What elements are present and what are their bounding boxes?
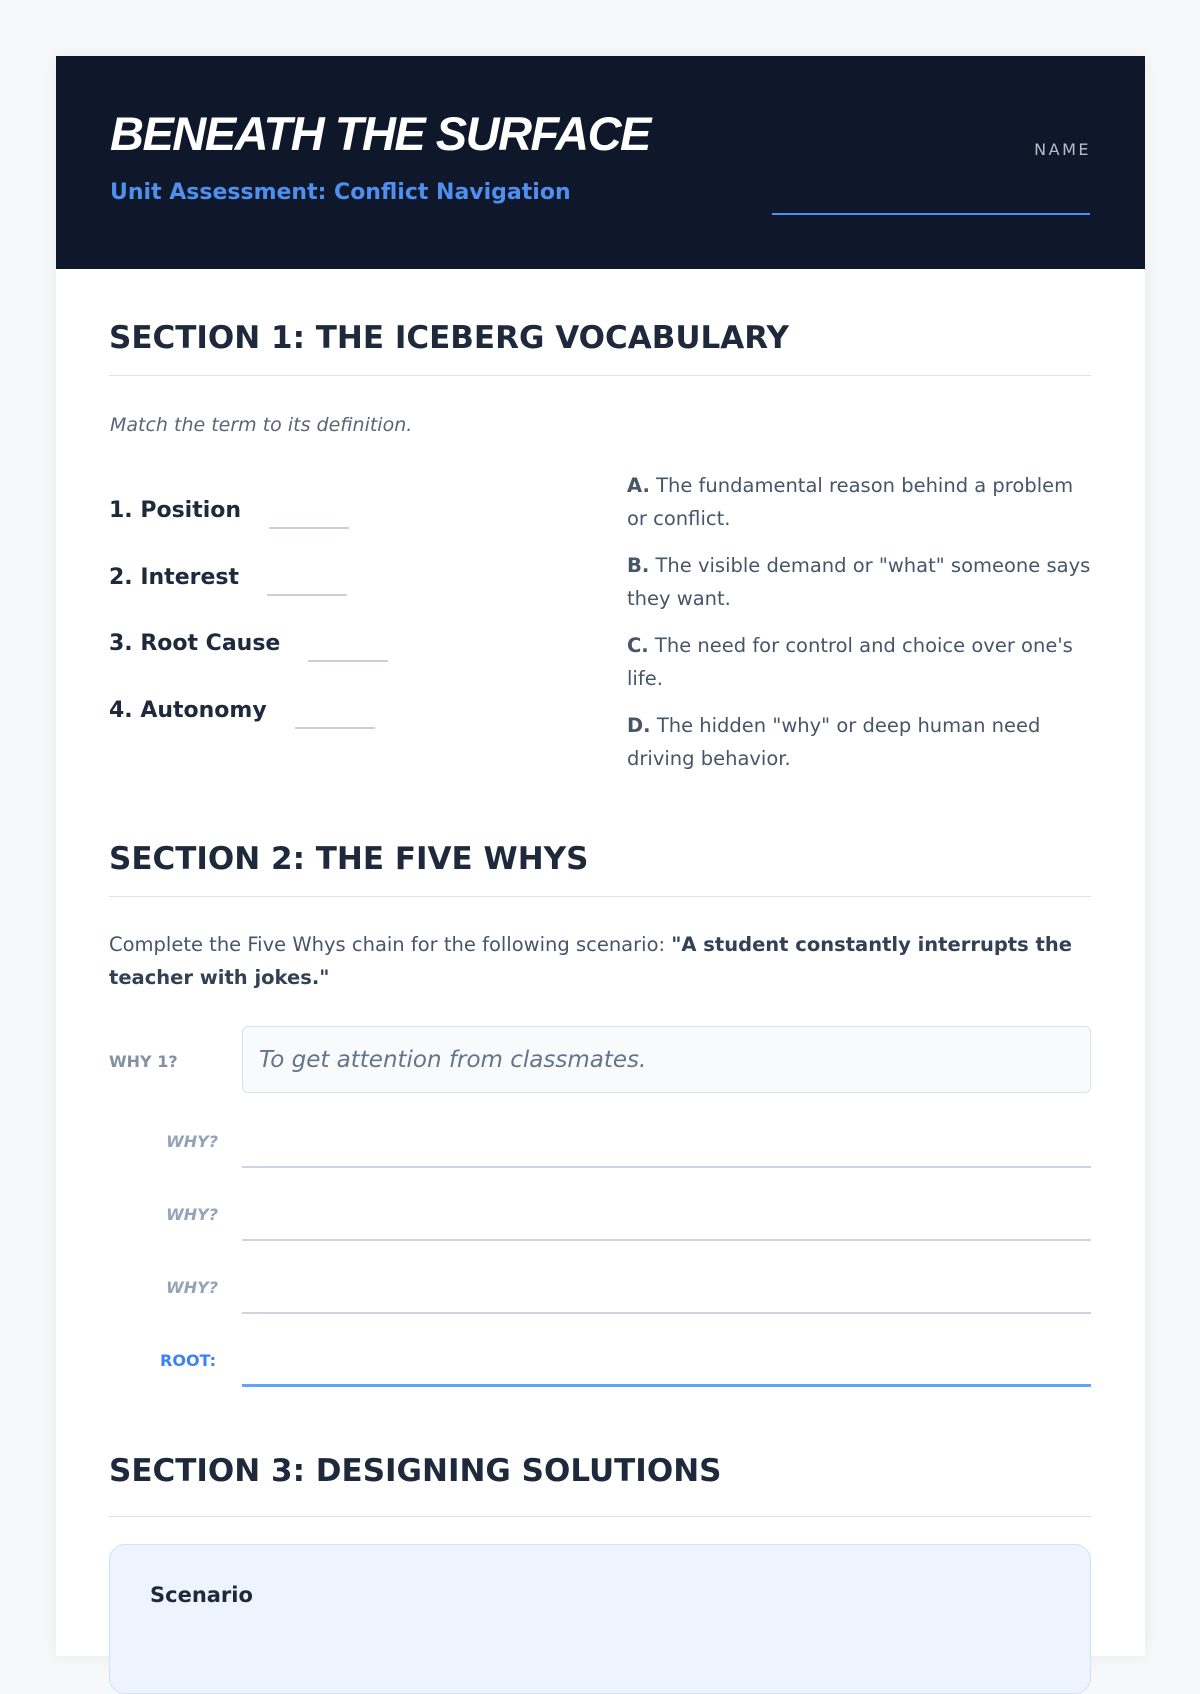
definition-text: The visible demand or "what" someone says they want. [627, 554, 1091, 610]
section-3-title: SECTION 3: DESIGNING SOLUTIONS [109, 1453, 722, 1489]
worksheet-title: BENEATH THE SURFACE [110, 107, 650, 160]
why-label: WHY? [166, 1205, 218, 1224]
term-item [109, 498, 349, 523]
name-label: NAME [1034, 140, 1091, 159]
section-2-title: SECTION 2: THE FIVE WHYS [109, 841, 589, 877]
why-answer-line[interactable] [242, 1239, 1091, 1241]
section-3-divider [109, 1516, 1091, 1517]
why-answer-line[interactable] [242, 1312, 1091, 1314]
why-1-answer-field[interactable] [242, 1026, 1091, 1093]
why-label: WHY? [166, 1278, 218, 1297]
definition-letter: A. [627, 474, 650, 497]
worksheet [56, 56, 1145, 1656]
scenario-quote: "A student constantly interrupts the teacher with jokes." [109, 933, 1072, 989]
term-label: 4. Autonomy [109, 698, 267, 723]
term-answer-blank[interactable] [267, 594, 347, 596]
section-2-divider [109, 896, 1091, 897]
name-field[interactable] [772, 213, 1090, 215]
definition-letter: D. [627, 714, 651, 737]
definition-letter: B. [627, 554, 650, 577]
worksheet-header [56, 56, 1145, 269]
term-label: 1. Position [109, 498, 242, 523]
worksheet-subtitle: Unit Assessment: Conflict Navigation [110, 180, 571, 205]
five-whys-instruction [109, 928, 1094, 994]
definition-text: The hidden "why" or deep human need driving behavior. [627, 714, 1041, 770]
definition-letter: C. [627, 634, 649, 657]
root-answer-line[interactable] [242, 1384, 1091, 1387]
term-answer-blank[interactable] [269, 527, 349, 529]
term-answer-blank[interactable] [295, 727, 375, 729]
term-label: 3. Root Cause [109, 631, 281, 656]
why-1-answer-text: To get attention from classmates. [259, 1046, 647, 1073]
term-item [109, 698, 375, 723]
why-answer-line[interactable] [242, 1166, 1091, 1168]
scenario-box [109, 1544, 1091, 1694]
term-answer-blank[interactable] [308, 660, 388, 662]
definition-item [627, 629, 1097, 695]
instruction-text: Complete the Five Whys chain for the following scenario: [109, 933, 672, 956]
definition-item [627, 709, 1097, 775]
section-1-title: SECTION 1: THE ICEBERG VOCABULARY [109, 320, 789, 356]
section-1-divider [109, 375, 1091, 376]
term-item [109, 631, 388, 656]
why-1-label: WHY 1? [109, 1052, 178, 1071]
definition-item [627, 549, 1097, 615]
section-1-instruction: Match the term to its definition. [110, 414, 413, 436]
root-label: ROOT: [160, 1351, 216, 1370]
term-label: 2. Interest [109, 565, 239, 590]
definition-text: The need for control and choice over one's life. [627, 634, 1073, 690]
term-item [109, 565, 347, 590]
scenario-box-label: Scenario [150, 1583, 253, 1607]
why-label: WHY? [166, 1132, 218, 1151]
definition-item [627, 469, 1097, 535]
definition-text: The fundamental reason behind a problem or conflict. [627, 474, 1074, 530]
